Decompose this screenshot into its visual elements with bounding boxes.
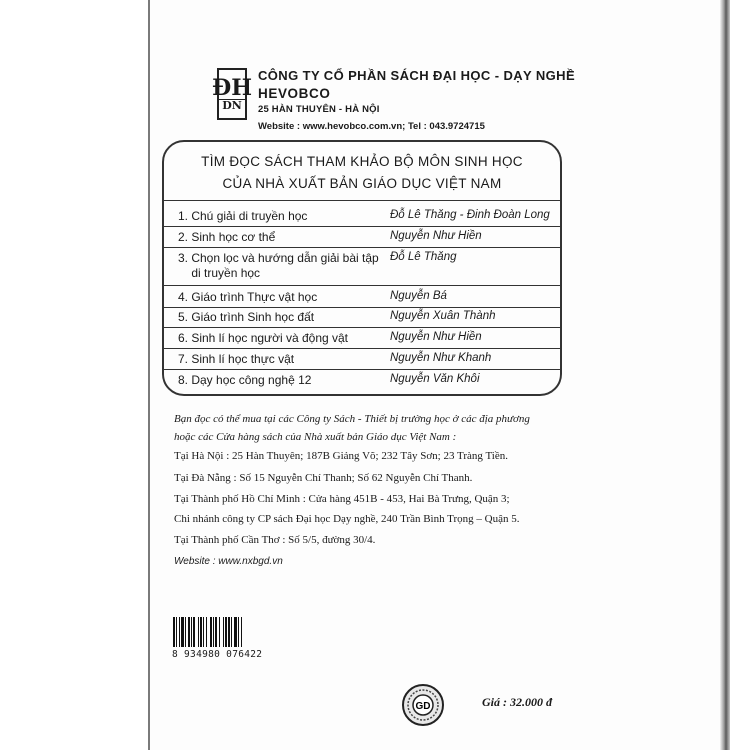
divider <box>164 247 560 248</box>
divider <box>164 285 560 286</box>
publisher-logo <box>212 68 253 120</box>
stores-website: Website : www.nxbgd.vn <box>174 556 283 567</box>
logo-bottom-text: DN <box>219 99 245 112</box>
publisher-company: CÔNG TY CỔ PHẦN SÁCH ĐẠI HỌC - DẠY NGHỀ <box>258 68 576 83</box>
website-label: Website : <box>258 121 301 132</box>
divider <box>164 200 560 201</box>
stores-intro-2: hoặc các Cửa hàng sách của Nhà xuất bản Giáo dục Việt Nam : <box>174 431 457 443</box>
barcode-number: 8 934980 076422 <box>172 649 263 660</box>
book-author: Nguyễn Như Khanh <box>390 352 492 364</box>
publisher-brand: HEVOBCO <box>258 86 331 101</box>
book-title: 2. Sinh học cơ thể <box>178 230 276 244</box>
publisher-contact <box>258 121 485 132</box>
divider <box>164 307 560 308</box>
box-title-1: TÌM ĐỌC SÁCH THAM KHẢO BỘ MÔN SINH HỌC <box>201 154 523 169</box>
margin-right <box>730 0 750 750</box>
publisher-address: 25 HÀN THUYÊN - HÀ NỘI <box>258 104 380 115</box>
book-author: Đỗ Lê Thăng <box>390 251 457 263</box>
divider <box>164 348 560 349</box>
seal-text: GD <box>415 701 431 712</box>
store-line: Tại Hà Nội : 25 Hàn Thuyên; 187B Giảng Võ; 232 Tây Sơn; 23 Tràng Tiền. <box>174 450 508 462</box>
logo-top-text: ĐH <box>212 74 253 101</box>
publisher-tel: 043.9724715 <box>429 121 485 132</box>
store-line: Chi nhánh công ty CP sách Đại học Dạy nghề, 240 Trần Bình Trọng – Quận 5. <box>174 513 520 525</box>
store-line: Tại Thành phố Hồ Chí Minh : Cửa hàng 451B - 453, Hai Bà Trưng, Quận 3; <box>174 493 510 505</box>
book-title: 6. Sinh lí học người và động vật <box>178 331 349 345</box>
book-author: Nguyễn Văn Khôi <box>390 373 480 385</box>
barcode <box>172 617 286 647</box>
book-title: 7. Sinh lí học thực vật <box>178 352 295 366</box>
divider <box>164 369 560 370</box>
tel-label: Tel : <box>407 121 427 132</box>
store-line: Tại Thành phố Cần Thơ : Số 5/5, đường 30/4. <box>174 534 376 546</box>
book-author: Đỗ Lê Thăng - Đinh Đoàn Long <box>390 209 550 221</box>
page-edge-right <box>720 0 730 750</box>
book-title: 8. Dạy học công nghệ 12 <box>178 373 312 387</box>
stores-intro-1: Bạn đọc có thể mua tại các Công ty Sách - Thiết bị trường học ở các địa phương <box>174 413 530 425</box>
book-author: Nguyễn Bá <box>390 290 447 302</box>
book-title: 5. Giáo trình Sinh học đất <box>178 310 315 324</box>
publisher-website: www.hevobco.com.vn; <box>302 121 406 132</box>
book-author: Nguyễn Như Hiền <box>390 331 482 343</box>
recommended-books-box <box>162 140 562 396</box>
book-author: Nguyễn Như Hiền <box>390 230 482 242</box>
page-edge-left <box>148 0 150 750</box>
publisher-seal-icon <box>401 683 445 727</box>
price: Giá : 32.000 đ <box>482 695 552 709</box>
store-line: Tại Đà Nẵng : Số 15 Nguyễn Chí Thanh; Số 62 Nguyễn Chí Thanh. <box>174 472 473 484</box>
book-title: 1. Chú giải di truyền học <box>178 209 308 223</box>
book-author: Nguyễn Xuân Thành <box>390 310 496 322</box>
book-title: 3. Chọn lọc và hướng dẫn giải bài tập di truyền học <box>178 251 379 280</box>
book-title: 4. Giáo trình Thực vật học <box>178 290 318 304</box>
divider <box>164 327 560 328</box>
divider <box>164 226 560 227</box>
box-title-2: CỦA NHÀ XUẤT BẢN GIÁO DỤC VIỆT NAM <box>222 176 502 191</box>
